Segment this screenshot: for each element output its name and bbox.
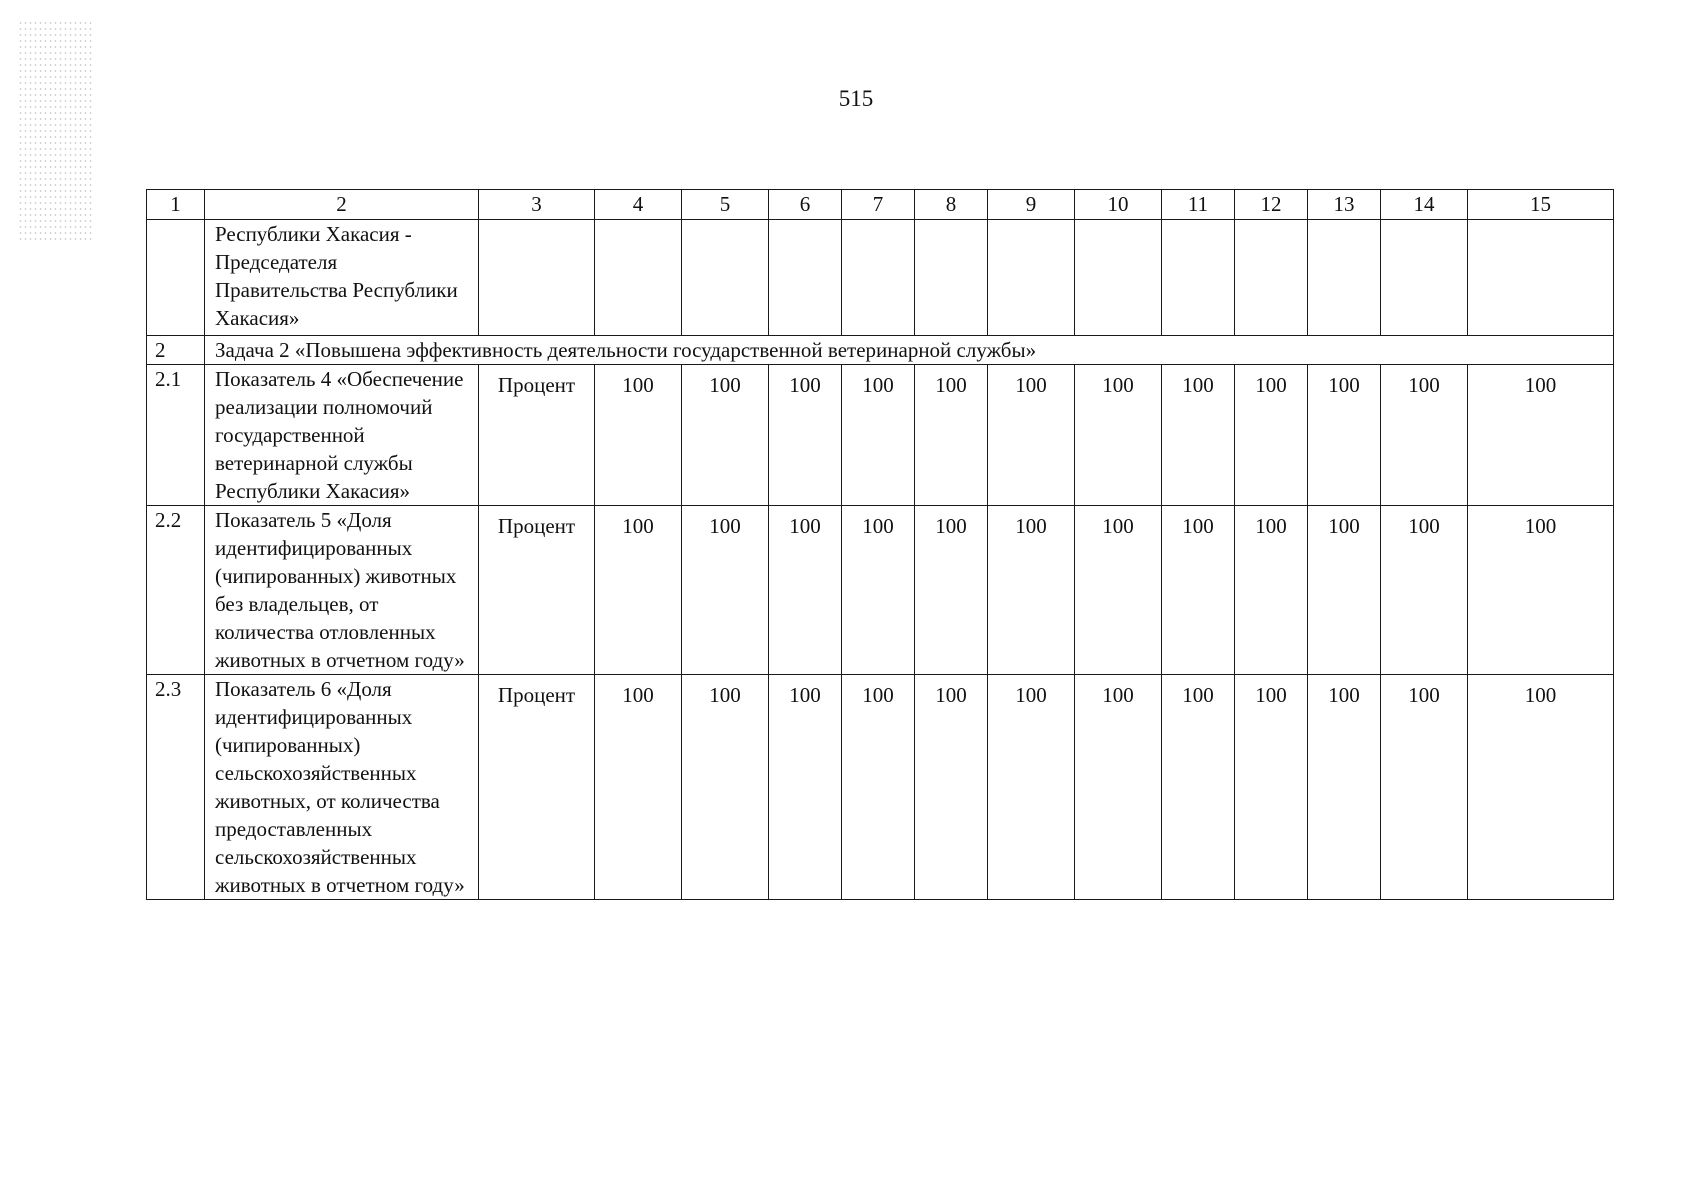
value-cell: 100	[1381, 365, 1468, 506]
value-cell: 100	[988, 506, 1075, 675]
value-cell: 100	[1162, 365, 1235, 506]
header-cell: 8	[915, 190, 988, 220]
value-cell: 100	[842, 675, 915, 900]
header-cell: 9	[988, 190, 1075, 220]
header-cell: 15	[1468, 190, 1614, 220]
name-cell: Показатель 6 «Доля идентифицированных (чипированных) сельскохозяйственных животных, от количества предоставленных сельскохозяйственных животных в отчетном году»	[205, 675, 479, 900]
value-cell: 100	[595, 506, 682, 675]
table-row-continuation	[147, 220, 1614, 336]
task-row	[147, 336, 1614, 365]
value-cell: 100	[1468, 506, 1614, 675]
value-cell	[1381, 220, 1468, 336]
value-cell: 100	[769, 365, 842, 506]
value-cell: 100	[1235, 506, 1308, 675]
table-row	[147, 365, 1614, 506]
header-cell: 6	[769, 190, 842, 220]
value-cell: 100	[988, 365, 1075, 506]
value-cell	[1308, 220, 1381, 336]
value-cell: 100	[1235, 675, 1308, 900]
value-cell	[1162, 220, 1235, 336]
value-cell: 100	[915, 506, 988, 675]
header-cell: 4	[595, 190, 682, 220]
header-cell: 11	[1162, 190, 1235, 220]
value-cell: 100	[1075, 675, 1162, 900]
value-cell: 100	[915, 365, 988, 506]
header-cell: 13	[1308, 190, 1381, 220]
value-cell	[682, 220, 769, 336]
indicators-table	[146, 189, 1614, 900]
value-cell	[1468, 220, 1614, 336]
value-cell: 100	[842, 365, 915, 506]
value-cell	[595, 220, 682, 336]
header-row	[147, 190, 1614, 220]
value-cell: 100	[988, 675, 1075, 900]
code-cell	[147, 220, 205, 336]
value-cell: 100	[769, 675, 842, 900]
value-cell: 100	[682, 506, 769, 675]
unit-cell	[479, 220, 595, 336]
value-cell: 100	[1308, 506, 1381, 675]
value-cell: 100	[682, 675, 769, 900]
value-cell: 100	[1308, 365, 1381, 506]
value-cell: 100	[682, 365, 769, 506]
value-cell: 100	[1468, 675, 1614, 900]
header-cell: 14	[1381, 190, 1468, 220]
value-cell: 100	[1162, 506, 1235, 675]
name-cell: Показатель 5 «Доля идентифицированных (чипированных) животных без владельцев, от количества отловленных животных в отчетном году»	[205, 506, 479, 675]
value-cell: 100	[769, 506, 842, 675]
header-cell: 12	[1235, 190, 1308, 220]
page-number: 515	[838, 86, 874, 111]
header-cell: 5	[682, 190, 769, 220]
unit-cell: Процент	[479, 675, 595, 900]
value-cell	[915, 220, 988, 336]
name-cell: Республики Хакасия - Председателя Правительства Республики Хакасия»	[205, 220, 479, 336]
header-cell: 7	[842, 190, 915, 220]
code-cell: 2.2	[147, 506, 205, 675]
name-cell: Показатель 4 «Обеспечение реализации полномочий государственной ветеринарной службы Республики Хакасия»	[205, 365, 479, 506]
header-cell: 2	[205, 190, 479, 220]
code-cell: 2.3	[147, 675, 205, 900]
task-text-cell: Задача 2 «Повышена эффективность деятельности государственной ветеринарной службы»	[205, 336, 1614, 365]
table-row	[147, 675, 1614, 900]
unit-cell: Процент	[479, 506, 595, 675]
value-cell: 100	[1075, 506, 1162, 675]
value-cell	[1235, 220, 1308, 336]
value-cell: 100	[915, 675, 988, 900]
task-code-cell: 2	[147, 336, 205, 365]
code-cell: 2.1	[147, 365, 205, 506]
table-row	[147, 506, 1614, 675]
value-cell: 100	[842, 506, 915, 675]
unit-cell: Процент	[479, 365, 595, 506]
value-cell	[1075, 220, 1162, 336]
value-cell	[842, 220, 915, 336]
value-cell	[769, 220, 842, 336]
value-cell: 100	[1381, 675, 1468, 900]
value-cell	[988, 220, 1075, 336]
header-cell: 1	[147, 190, 205, 220]
value-cell: 100	[1162, 675, 1235, 900]
value-cell: 100	[1308, 675, 1381, 900]
header-cell: 10	[1075, 190, 1162, 220]
value-cell: 100	[595, 365, 682, 506]
value-cell: 100	[595, 675, 682, 900]
value-cell: 100	[1235, 365, 1308, 506]
value-cell: 100	[1381, 506, 1468, 675]
value-cell: 100	[1075, 365, 1162, 506]
scan-artifact	[18, 20, 92, 240]
value-cell: 100	[1468, 365, 1614, 506]
header-cell: 3	[479, 190, 595, 220]
